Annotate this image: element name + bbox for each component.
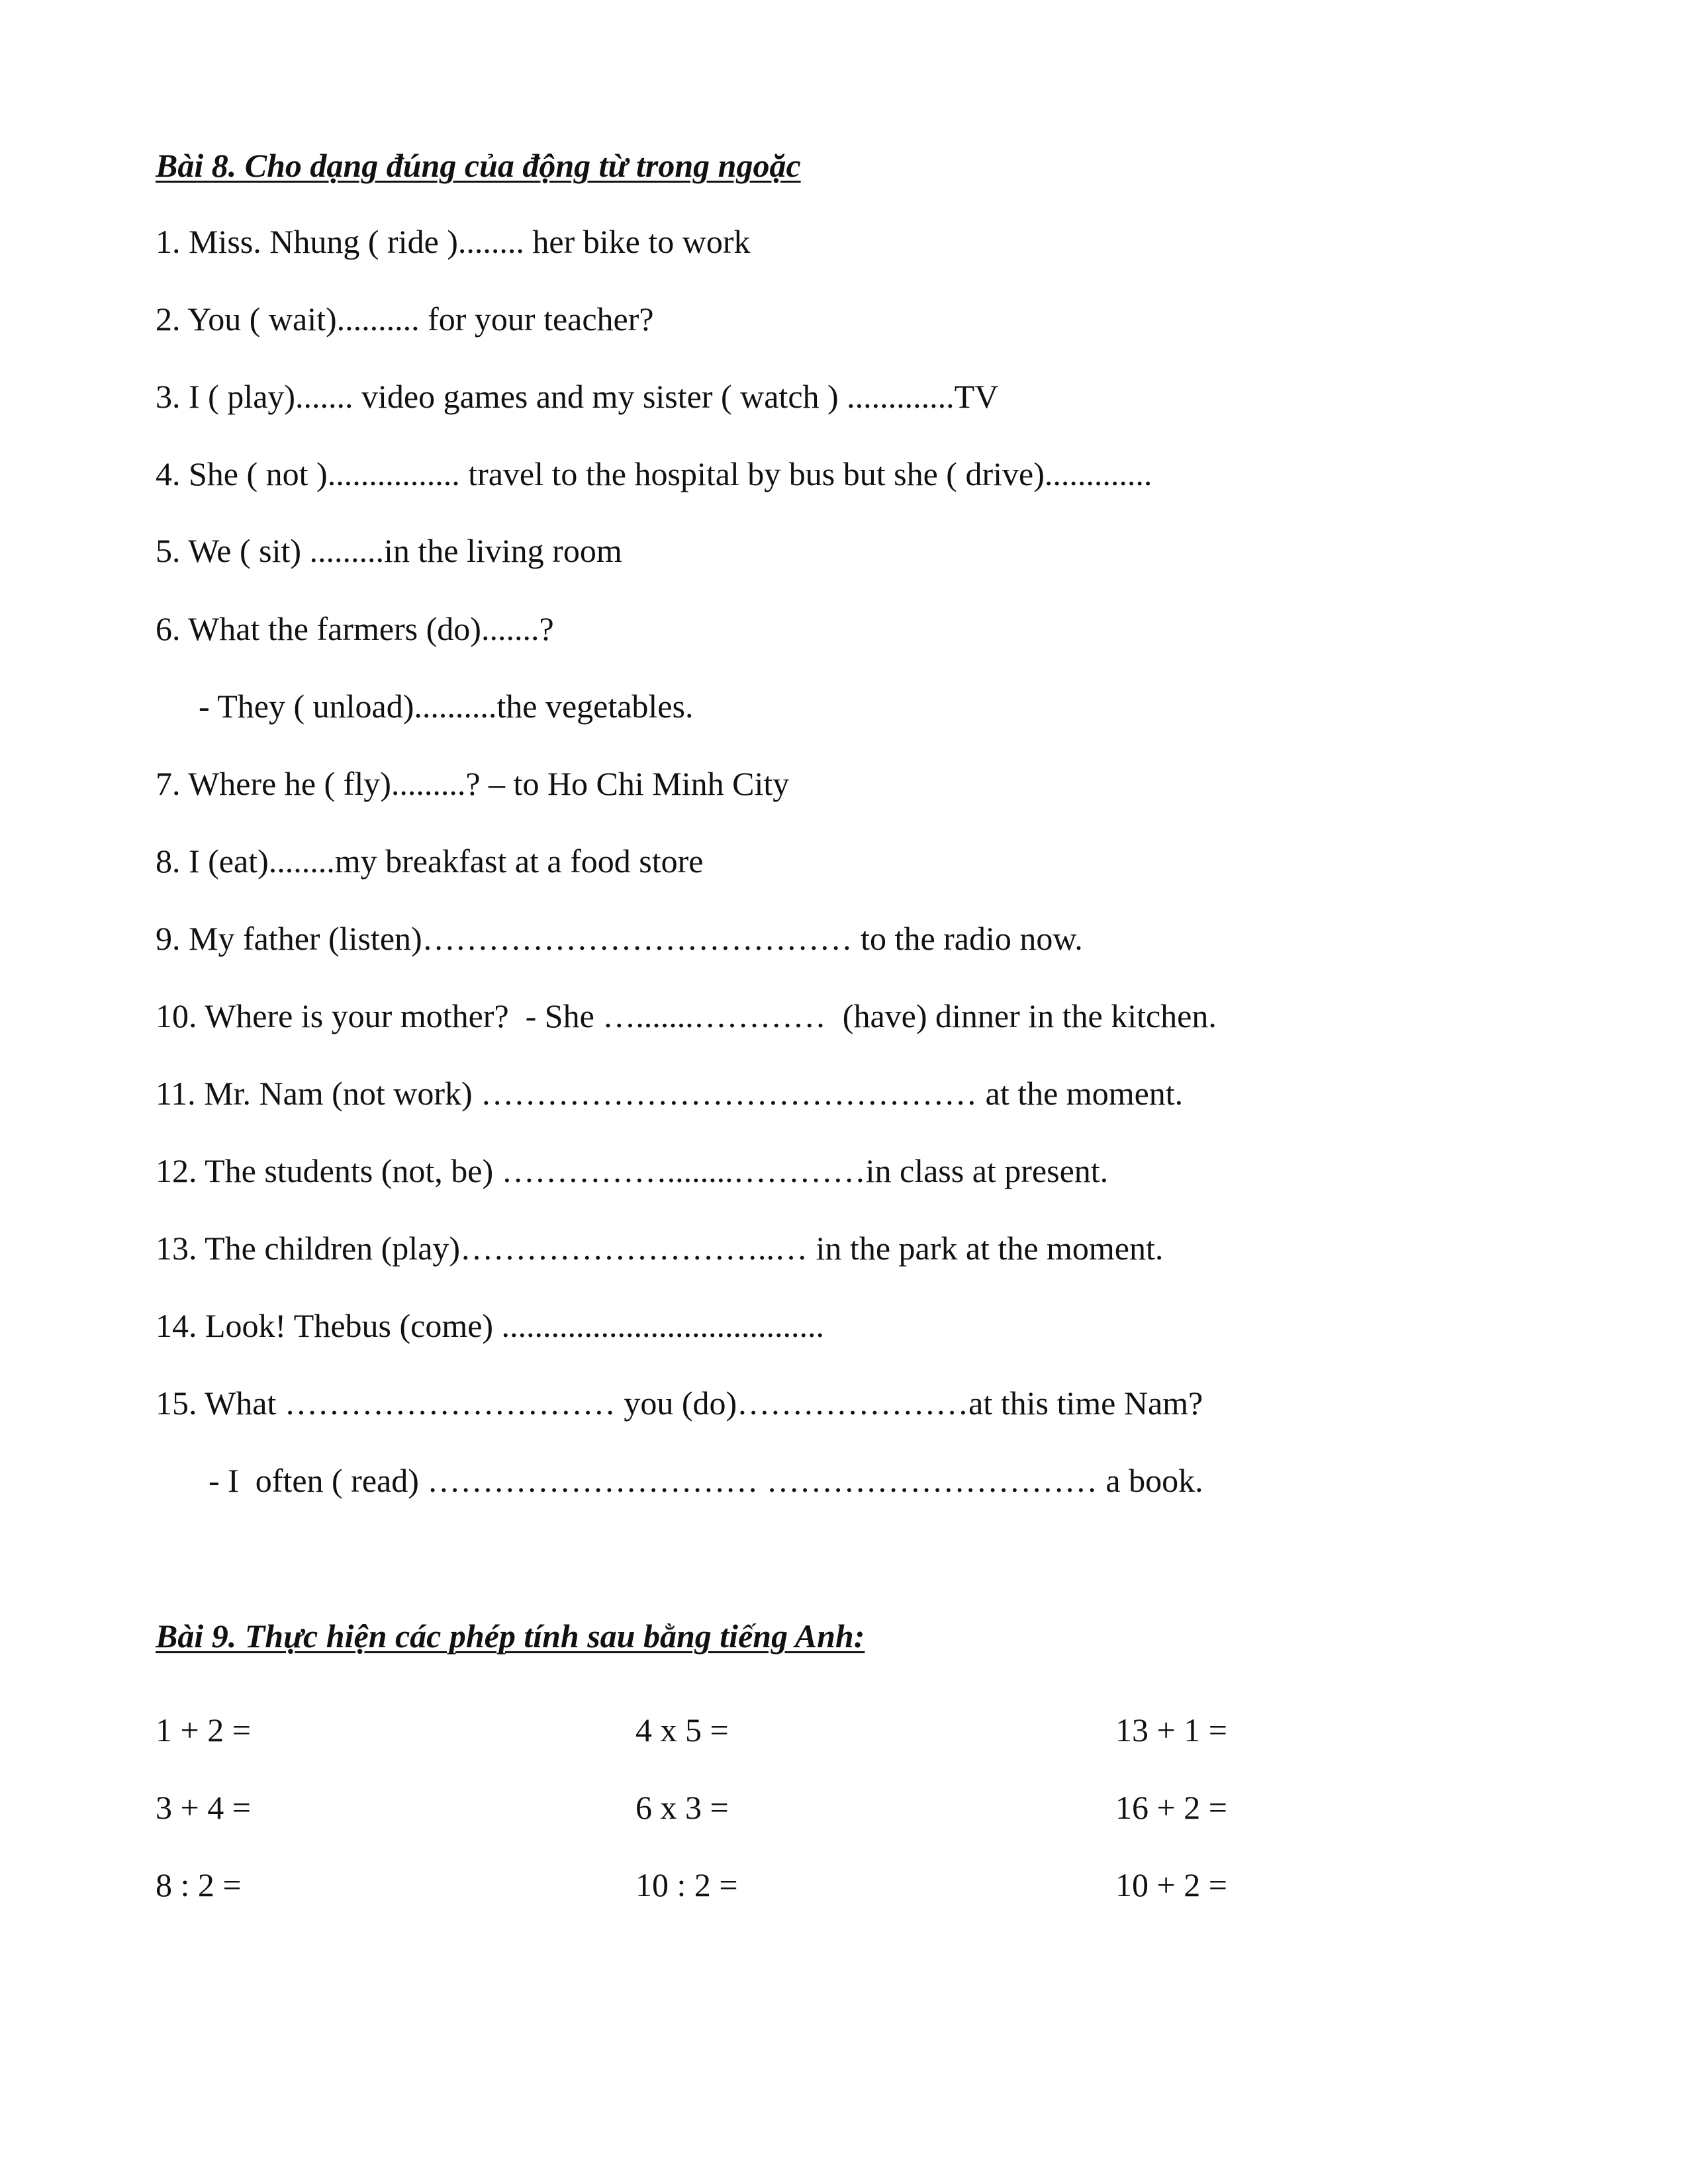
exercise-8-item-3: 3. I ( play)....... video games and my sister ( watch ) .............TV [156,378,999,415]
exercise-8-item-1: 1. Miss. Nhung ( ride )........ her bike to work [156,223,751,260]
exercise-8-item-5: 5. We ( sit) .........in the living room [156,532,622,569]
math-problem: 3 + 4 = [156,1789,251,1826]
exercise-8-item-11: 11. Mr. Nam (not work) ……………………………………… at the moment. [156,1075,1184,1112]
exercise-8-item-14: 14. Look! Thebus (come) ....................................... [156,1307,825,1344]
exercise-8-item-13: 13. The children (play)………………………..… in the park at the moment. [156,1230,1164,1267]
exercise-8-item-2: 2. You ( wait).......... for your teacher? [156,300,654,338]
math-problem: 10 + 2 = [1115,1866,1227,1903]
exercise-8-item-15: 15. What ………………………… you (do)…………………at this time Nam? [156,1385,1203,1422]
math-problem: 1 + 2 = [156,1711,251,1749]
exercise-8-item-6: 6. What the farmers (do).......? [156,610,554,647]
exercise-8-heading: Bài 8. Cho dạng đúng của động từ trong ngoặc [156,147,801,184]
exercise-8-item-12: 12. The students (not, be) ……………........…………in class at present. [156,1152,1109,1189]
exercise-8-item-15-answer: - I often ( read) ………………………… ………………………… a book. [209,1462,1203,1499]
math-problem: 10 : 2 = [635,1866,738,1903]
math-problem: 13 + 1 = [1115,1711,1227,1749]
math-problem: 16 + 2 = [1115,1789,1227,1826]
exercise-8-item-4: 4. She ( not )................ travel to the hospital by bus but she ( drive)............. [156,455,1152,492]
math-problem: 4 x 5 = [635,1711,729,1749]
math-problem: 8 : 2 = [156,1866,242,1903]
exercise-9-heading: Bài 9. Thực hiện các phép tính sau bằng tiếng Anh: [156,1617,865,1655]
exercise-8-item-6-answer: - They ( unload)..........the vegetables. [199,688,694,725]
exercise-8-item-8: 8. I (eat)........my breakfast at a food store [156,842,704,880]
math-problem: 6 x 3 = [635,1789,729,1826]
exercise-8-item-10: 10. Where is your mother? - She ….......………… (have) dinner in the kitchen. [156,997,1217,1034]
exercise-8-item-9: 9. My father (listen)………………………………… to the radio now. [156,920,1083,957]
exercise-8-item-7: 7. Where he ( fly).........? – to Ho Chi Minh City [156,765,790,802]
